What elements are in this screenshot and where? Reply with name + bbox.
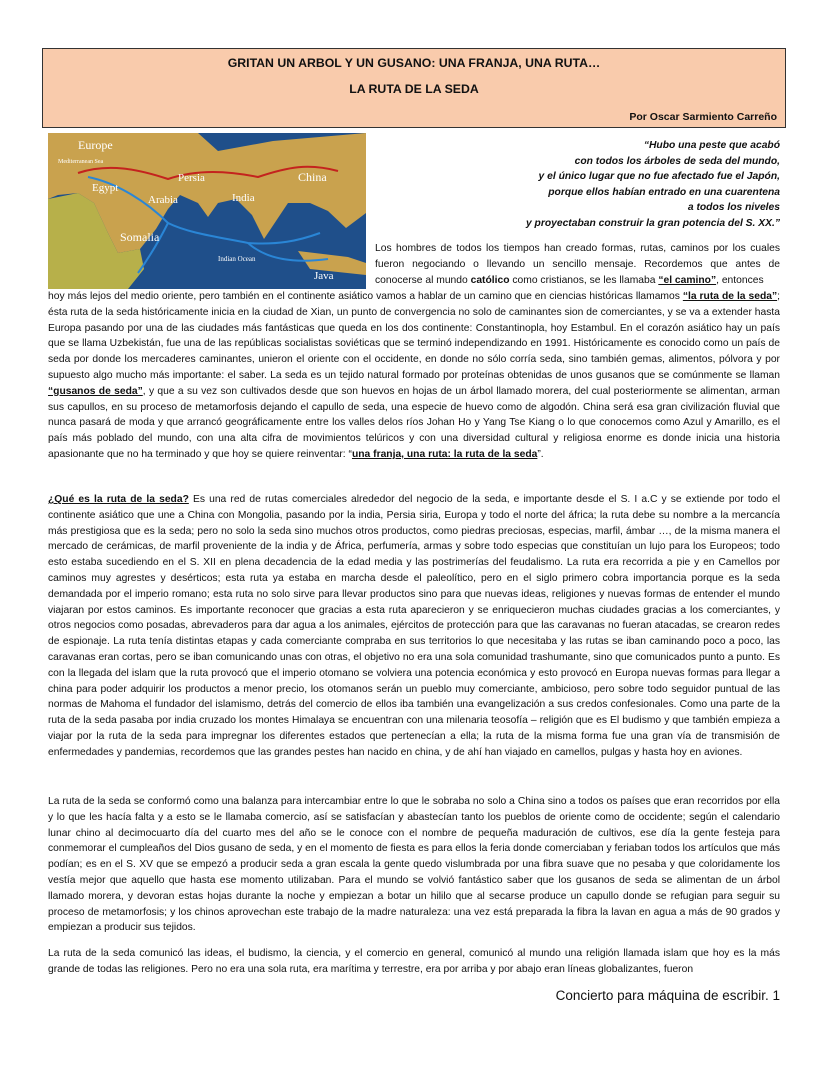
map-label-mediterranean: Mediterranean Sea (58, 159, 104, 165)
map-label-persia: Persia (178, 172, 205, 184)
text-run: como cristianos, se les llamaba (509, 274, 659, 286)
intro-paragraph-start (375, 241, 780, 288)
map-label-china: China (298, 170, 327, 184)
text-run: ”. (537, 448, 544, 460)
title-box (42, 48, 786, 128)
document-subtitle: LA RUTA DE LA SEDA (349, 82, 479, 96)
text-underline-el-camino: “el camino” (658, 274, 717, 286)
paragraph-que-es-la-ruta (48, 492, 780, 761)
document-title: GRITAN UN ARBOL Y UN GUSANO: UNA FRANJA, UNA RUTA… (227, 56, 601, 70)
map-label-somalia: Somalia (120, 230, 160, 244)
text-run: , entonces (716, 274, 764, 286)
epigraph-quote (360, 138, 780, 232)
text-underline-gusanos-de-seda: “gusanos de seda” (48, 385, 143, 397)
quote-line: porque ellos habían entrado en una cuarentena (548, 186, 780, 198)
text-run: , y que a su vez son cultivados desde que son huevos en hojas de un árbol llamado morera, del cual posteriormente se alimentan, arman sus capullos, en su proceso de metamorfosis dejando el capullo de seda, una especie de huevo como de algodón. China será esa gran civilización fluvial que nunca pasará de moda y que arrancó geográficamente entre los valles delos ríos Johan Ho y Yang Tse Kiang o lo que conocemos como Azul y Amarillo, es el país más poblado del mundo, con una alta cifra de movimientos telúricos y con una diversidad cultural y religiosa enorme es donde inicia una historia apasionante que no ha terminado y que hoy se quiere reinventar: “ (48, 385, 780, 460)
author-line: Por Oscar Sarmiento Carreño (629, 111, 777, 123)
silk-road-map (48, 133, 366, 289)
text-run: Es una red de rutas comerciales alrededor del negocio de la seda, e importante desde el S. I a.C y se extiende por todo el continente asiático que une a China con Mongolia, pasando por la india, Persia siria, Europa y todo el norte del áfrica; la ruta debe su nombre a la mercancía más prestigiosa que es la seda; pero no solo la seda sino muchos otros productos, como piedras preciosas, especias, marfil, ámbar …, de la misma manera el mercado de cerámicas, de marfil proveniente de la india y de África, perfumería, armas y sobre todo especias que constituían un lujo para los Europeos; todo esto estaba sucediendo en el S. XII en plena decadencia de la edad media y las postrimerías del feudalismo. La ruta era recorrida a pie y en Camellos por caminos muy agrestes y desérticos; esta ruta ya estaba en marcha desde el paleolítico, pero en el siglo primero cobra importancia porque es la seda demandada por el imperio romano; esta ruta no solo sirve para llevar productos sino para que nuevas ideas, religiones y nuevas formas de entender el mundo viajaran por estos caminos. Es importante reconocer que gracias a esta ruta aparecieron y se enriquecieron muchas ciudades gracias a los comerciantes, y otros negocios como posadas, abrevaderos para dar agua a los animales, ejércitos de protección para que las caravanas no fueran atacadas, se crearon redes de espionaje. La ruta tenía distintas etapas y cada comerciante compraba en sus territorios lo que necesitaba y las rutas se iban caminando poco a poco, las caravanas eran cortas, pero se iban comunicando unas con otras, el objetivo no era una sola comunidad trashumante, sino que comunicados punto a punto. Es con la llegada del islam que la ruta provocó que el imperio otomano se volviera una potencia económica y esto provocó en Europa nuevas formas para llegar a china para poder adquirir los productos a menor precio, los otomanos serán un pueblo muy comerciante, ambicioso, pero sobre todo seguidor puntual de las normas de Mahoma el fundador del islamismo, detrás del comercio de ellos iba también una evangelización a sus credos confesionales. Como una parte de la ruta de la seda pasaba por india cruzado los montes Himalaya se encuentran con una milenaria teosofía – religión que es El budismo y que también empieza a viajar por la ruta de la seda para impregnar los diferentes estados que pertenecían a ella; la ruta de la misma forma fue una gran vía de transmisión de enfermedades y pandemias, recordemos que las grandes pestes han nacido en china, y de ahí han viajado en camellos, pulgas y hasta hoy en aviones. (48, 494, 780, 758)
text-bold-catolico: católico (470, 274, 510, 286)
text-run: Los hombres de todos los tiempos han creado formas, rutas, caminos por los cuales fueron negociando o llevando un sencillo mensaje. Recordemos que antes de conocerse al mundo (375, 243, 780, 286)
paragraph-comunico: La ruta de la seda comunicó las ideas, el budismo, la ciencia, y el comercio en general, comunicó al mundo una religión llamada islam que hoy es la más grande de todas las religiones. Pero no era una sola ruta, era marítima y terrestre, era por arriba y por abajo eran líneas globalizantes, fueron (48, 948, 780, 975)
quote-line: y proyectaban construir la gran potencia del S. XX.” (525, 217, 780, 229)
map-label-egypt: Egypt (92, 182, 119, 194)
quote-line: a todos los niveles (687, 202, 780, 214)
map-label-europe: Europe (78, 138, 113, 152)
page-footer: Concierto para máquina de escribir. 1 (555, 988, 780, 1003)
map-label-indian-ocean: Indian Ocean (218, 255, 256, 263)
quote-line: con todos los árboles de seda del mundo, (574, 155, 780, 167)
intro-paragraph-continued (48, 289, 780, 463)
map-label-arabia: Arabia (148, 194, 178, 206)
text-run: hoy más lejos del medio oriente, pero también en el continente asiático vamos a hablar de un camino que en ciencias históricas llamamos (48, 291, 683, 302)
paragraph-balanza: La ruta de la seda se conformó como una balanza para intercambiar entre lo que le sobraba no solo a China sino a todos os países que eran recorridos por ella y lo que les hacía falta y a esto se le llamaba comercio, así se satisfacían y abastecían tanto los pueblos de oriente como de occidente; según el calendario lunar chino al decimocuarto día del cuarto mes del año se le conoce con el nombre de pequeña maduración de cultivos, ese día la gente festeja para conmemorar el cumpleaños del Dios gusano de seda, y en el momento de fiesta es para ellos la feria donde comerciaban y feriaban todos los artículos que más podían; es en el S. XV que se empezó a producir seda a gran escala la gente quedo vislumbrada por una fibra suave que no pesaba y que coloridamente los vestía mejor que aquello que hasta ese momento utilizaban. Para el mundo se volvió fantástico saber que los gusanos de seda se alimentan de un árbol llamado morera, y devoran estas hojas durante la noche y empiezan a botar un hililo que al secarse produce un capullo donde se refugian para seguir su proceso de metamorfosis; y los chinos aprovechan este trabajo de la madre naturaleza: una vez está preparada la fibra la lavan en agua a más de 90 grados y empiezan a producir sus tejidos. (48, 796, 780, 934)
quote-line: “Hubo una peste que acabó (643, 140, 780, 151)
text-underline-una-franja: una franja, una ruta: la ruta de la seda (351, 448, 538, 460)
map-label-india: India (232, 192, 255, 204)
map-label-java: Java (314, 270, 334, 282)
text-underline-question: ¿Qué es la ruta de la seda? (48, 494, 189, 505)
text-underline-la-ruta-de-la-seda: “la ruta de la seda” (682, 291, 778, 302)
text-run: ; ésta ruta de la seda históricamente inicia en la ciudad de Xian, un punto de convergencia no solo de caminantes sion de comerciantes, y se va a extender hasta Europa pasando por una de las ciudades más fantásticas que queda en los dos continente: Constantinopla, hoy Estambul. En el corazón asiático hay un país que se llama Uzbekistán, fue una de las repúblicas socialistas soviéticas que se terminó independizando en 1991. Históricamente es conocido como un país de seda por donde los mercaderes caminantes, unieron el oriente con el occidente, en donde no sólo corría seda, sino también gemas, alimentos, pólvora y por supuesto algo mucho más importante: el saber. La seda es un tejido natural formado por proteínas obtenidas de unos gusanos que se comúnmente se llaman (48, 291, 780, 381)
quote-line: y el único lugar que no fue afectado fue el Japón, (538, 171, 780, 183)
